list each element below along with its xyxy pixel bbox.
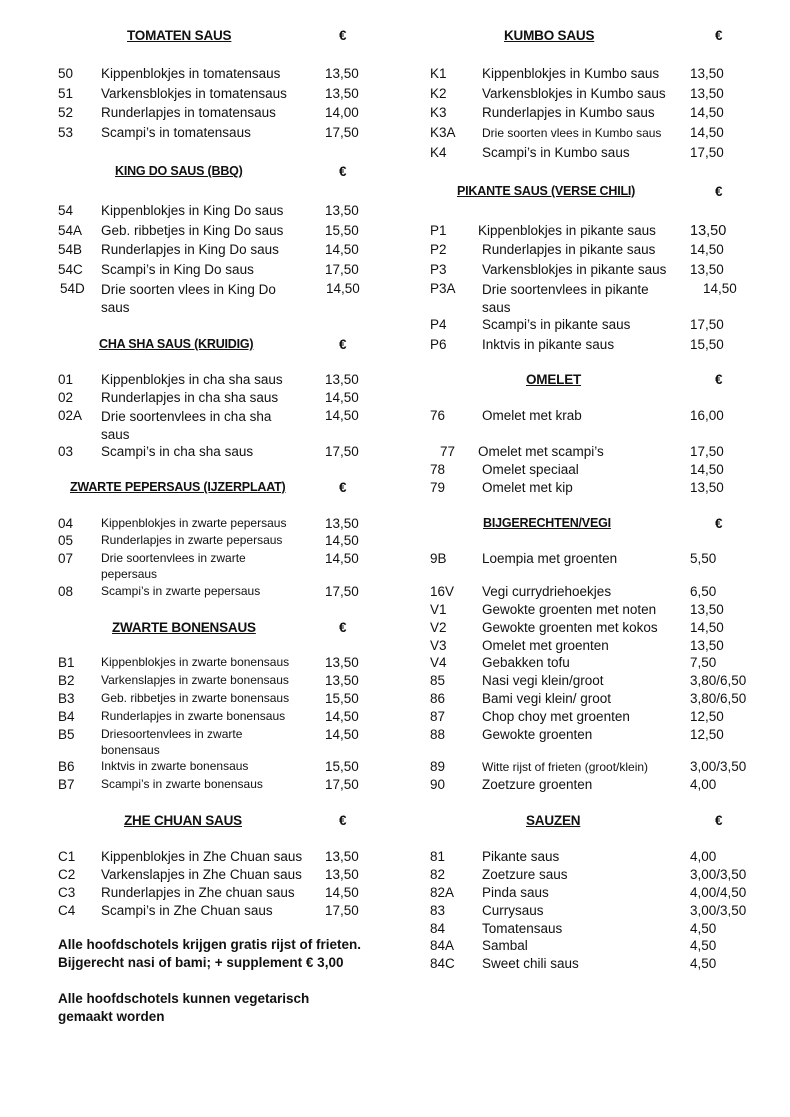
item-price: 14,50 — [325, 390, 359, 405]
item-code: 02A — [58, 408, 83, 423]
item-code: B1 — [58, 655, 75, 670]
section-title: CHA SHA SAUS (KRUIDIG) — [99, 337, 254, 351]
item-name: Drie soortenvlees in pikante saus — [482, 282, 649, 315]
currency-header: € — [715, 813, 723, 828]
item-price: 15,50 — [325, 223, 359, 238]
item-name: Kippenblokjes in zwarte bonensaus — [101, 655, 290, 669]
item-name: Runderlapjes in tomatensaus — [101, 105, 276, 120]
item-price: 13,50 — [325, 867, 359, 882]
item-name: Omelet met kip — [482, 480, 573, 495]
item-price: 14,50 — [690, 620, 724, 635]
item-name: Nasi vegi klein/groot — [482, 673, 604, 688]
item-code: B5 — [58, 727, 75, 742]
item-code: 54 — [58, 203, 74, 218]
currency-header: € — [339, 28, 347, 43]
item-price: 13,50 — [325, 849, 359, 864]
item-price: 14,50 — [325, 533, 359, 548]
item-code: B4 — [58, 709, 75, 724]
item-price: 3,00/3,50 — [690, 759, 747, 774]
item-name: Varkensblokjes in pikante saus — [482, 262, 667, 277]
item-name: Runderlapjes in zwarte pepersaus — [101, 533, 283, 547]
item-name: Kippenblokjes in zwarte pepersaus — [101, 516, 287, 530]
item-name: Inktvis in zwarte bonensaus — [101, 759, 249, 773]
item-code: 50 — [58, 66, 74, 81]
item-code: 01 — [58, 372, 74, 387]
item-code: C3 — [58, 885, 76, 900]
item-price: 15,50 — [325, 691, 359, 706]
item-name: Vegi currydriehoekjes — [482, 584, 612, 599]
item-code: 77 — [440, 444, 456, 459]
section-title: ZHE CHUAN SAUS — [124, 813, 242, 828]
item-name: Geb. ribbetjes in zwarte bonensaus — [101, 691, 290, 705]
item-code: 87 — [430, 709, 446, 724]
item-code: 88 — [430, 727, 446, 742]
item-price: 13,50 — [325, 372, 359, 387]
item-price: 12,50 — [690, 727, 724, 742]
item-code: V2 — [430, 620, 447, 635]
item-name: Drie soorten vlees in King Do saus — [101, 282, 276, 315]
item-code: 83 — [430, 903, 446, 918]
item-price: 14,50 — [690, 125, 724, 140]
item-name: Scampi’s in Kumbo saus — [482, 145, 630, 160]
item-code: B7 — [58, 777, 75, 792]
item-name: Kippenblokjes in King Do saus — [101, 203, 284, 218]
item-price: 13,50 — [325, 673, 359, 688]
item-price: 17,50 — [690, 145, 724, 160]
item-price: 13,50 — [690, 223, 727, 239]
item-code: P6 — [430, 337, 447, 352]
item-code: 54A — [58, 223, 83, 238]
item-code: K1 — [430, 66, 447, 81]
item-price: 14,50 — [325, 551, 359, 566]
item-price: 14,50 — [703, 281, 737, 296]
item-price: 13,50 — [325, 86, 359, 101]
section-title: ZWARTE PEPERSAUS (IJZERPLAAT) — [70, 480, 286, 494]
item-name: Kippenblokjes in Zhe Chuan saus — [101, 849, 303, 864]
item-price: 13,50 — [325, 203, 359, 218]
item-code: 89 — [430, 759, 446, 774]
note-vegetarian: Alle hoofdschotels kunnen vegetarisch gemaakt worden — [58, 991, 310, 1024]
item-code: 52 — [58, 105, 74, 120]
item-code: 90 — [430, 777, 446, 792]
item-price: 15,50 — [690, 337, 724, 352]
item-price: 14,50 — [325, 242, 359, 257]
item-price: 4,00 — [690, 849, 717, 864]
item-code: C1 — [58, 849, 76, 864]
item-name: Drie soortenvlees in zwarte pepersaus — [101, 551, 246, 581]
currency-header: € — [339, 480, 347, 495]
item-name: Varkenslapjes in Zhe Chuan saus — [101, 867, 302, 882]
item-name: Drie soorten vlees in Kumbo saus — [482, 126, 662, 140]
item-name: Scampi’s in King Do saus — [101, 262, 254, 277]
section-title: KUMBO SAUS — [504, 28, 595, 43]
item-name: Omelet met groenten — [482, 638, 609, 653]
item-code: 84A — [430, 938, 455, 953]
item-price: 13,50 — [325, 655, 359, 670]
item-name: Pinda saus — [482, 885, 549, 900]
item-name: Sweet chili saus — [482, 956, 579, 971]
item-name: Kippenblokjes in cha sha saus — [101, 372, 283, 387]
item-price: 17,50 — [325, 903, 359, 918]
item-code: 85 — [430, 673, 446, 688]
item-price: 5,50 — [690, 551, 717, 566]
item-code: V1 — [430, 602, 447, 617]
item-price: 4,00/4,50 — [690, 885, 747, 900]
item-code: 08 — [58, 584, 74, 599]
item-name: Kippenblokjes in pikante saus — [478, 223, 656, 238]
section-title: PIKANTE SAUS (VERSE CHILI) — [457, 184, 636, 198]
item-code: B6 — [58, 759, 75, 774]
section-title: BIJGERECHTEN/VEGI — [483, 516, 611, 530]
item-price: 3,00/3,50 — [690, 867, 747, 882]
item-price: 13,50 — [325, 516, 359, 531]
item-price: 6,50 — [690, 584, 717, 599]
item-code: 82 — [430, 867, 446, 882]
item-code: 76 — [430, 408, 446, 423]
item-price: 3,00/3,50 — [690, 903, 747, 918]
currency-header: € — [339, 813, 347, 828]
item-code: 9B — [430, 551, 447, 566]
item-name: Geb. ribbetjes in King Do saus — [101, 223, 284, 238]
currency-header: € — [715, 184, 723, 199]
item-name: Runderlapjes in zwarte bonensaus — [101, 709, 286, 723]
item-name: Driesoortenvlees in zwarte bonensaus — [101, 727, 243, 757]
item-code: K4 — [430, 145, 447, 160]
item-code: 51 — [58, 86, 74, 101]
item-price: 14,00 — [325, 105, 359, 120]
item-price: 4,00 — [690, 777, 717, 792]
item-name: Drie soortenvlees in cha sha saus — [101, 409, 272, 442]
item-price: 14,50 — [690, 242, 724, 257]
item-code: P1 — [430, 223, 447, 238]
section-title: SAUZEN — [526, 813, 581, 828]
item-price: 14,50 — [325, 408, 359, 423]
item-code: B2 — [58, 673, 75, 688]
item-name: Sambal — [482, 938, 528, 953]
item-code: V4 — [430, 655, 447, 670]
item-name: Omelet met scampi’s — [478, 444, 604, 459]
item-price: 17,50 — [690, 317, 724, 332]
currency-header: € — [715, 372, 723, 387]
item-name: Scampi’s in cha sha saus — [101, 444, 254, 459]
item-name: Scampi’s in tomatensaus — [101, 125, 251, 140]
item-code: V3 — [430, 638, 447, 653]
currency-header: € — [339, 337, 347, 352]
item-code: 82A — [430, 885, 455, 900]
item-price: 17,50 — [325, 584, 359, 599]
item-price: 12,50 — [690, 709, 724, 724]
item-price: 4,50 — [690, 921, 717, 936]
item-name: Tomatensaus — [482, 921, 563, 936]
item-code: 07 — [58, 551, 74, 566]
section-title: OMELET — [526, 372, 582, 387]
item-name: Zoetzure groenten — [482, 777, 593, 792]
item-price: 17,50 — [325, 444, 359, 459]
item-price: 13,50 — [690, 638, 724, 653]
item-name: Chop choy met groenten — [482, 709, 630, 724]
item-name: Scampi’s in zwarte bonensaus — [101, 777, 263, 791]
item-price: 3,80/6,50 — [690, 673, 747, 688]
item-code: P3A — [430, 281, 456, 296]
item-name: Zoetzure saus — [482, 867, 568, 882]
section-title: ZWARTE BONENSAUS — [112, 620, 256, 635]
item-name: Runderlapjes in Zhe chuan saus — [101, 885, 295, 900]
item-code: 02 — [58, 390, 74, 405]
note-rice-fries: Alle hoofdschotels krijgen gratis rijst of frieten. Bijgerecht nasi of bami; + supplement € 3,00 — [58, 937, 362, 970]
item-name: Gebakken tofu — [482, 655, 570, 670]
item-code: 81 — [430, 849, 446, 864]
item-name: Pikante saus — [482, 849, 560, 864]
item-name: Scampi’s in pikante saus — [482, 317, 631, 332]
item-price: 4,50 — [690, 956, 717, 971]
item-price: 13,50 — [690, 262, 724, 277]
item-name: Omelet met krab — [482, 408, 582, 423]
item-name: Runderlapjes in King Do saus — [101, 242, 279, 257]
section-title: KING DO SAUS (BBQ) — [115, 164, 243, 178]
item-price: 4,50 — [690, 938, 717, 953]
item-name: Kippenblokjes in Kumbo saus — [482, 66, 660, 81]
item-price: 14,50 — [325, 727, 359, 742]
item-code: 54C — [58, 262, 83, 277]
item-price: 14,50 — [325, 709, 359, 724]
item-price: 17,50 — [325, 125, 359, 140]
item-price: 16,00 — [690, 408, 724, 423]
item-code: 84 — [430, 921, 446, 936]
item-code: K2 — [430, 86, 447, 101]
item-price: 14,50 — [326, 281, 360, 296]
item-name: Bami vegi klein/ groot — [482, 691, 612, 706]
item-name: Witte rijst of frieten (groot/klein) — [482, 760, 649, 774]
item-code: B3 — [58, 691, 75, 706]
item-price: 17,50 — [325, 262, 359, 277]
item-price: 14,50 — [690, 462, 724, 477]
item-name: Scampi’s in zwarte pepersaus — [101, 584, 261, 598]
currency-header: € — [339, 164, 347, 179]
item-code: K3 — [430, 105, 447, 120]
item-name: Varkenslapjes in zwarte bonensaus — [101, 673, 289, 687]
item-code: 79 — [430, 480, 446, 495]
item-name: Gewokte groenten met kokos — [482, 620, 658, 635]
item-code: 54B — [58, 242, 83, 257]
item-code: C4 — [58, 903, 76, 918]
item-code: C2 — [58, 867, 76, 882]
item-code: 05 — [58, 533, 74, 548]
item-name: Inktvis in pikante saus — [482, 337, 615, 352]
item-price: 13,50 — [690, 66, 724, 81]
item-name: Varkensblokjes in Kumbo saus — [482, 86, 666, 101]
item-name: Currysaus — [482, 903, 544, 918]
item-code: 53 — [58, 125, 74, 140]
currency-header: € — [339, 620, 347, 635]
item-price: 3,80/6,50 — [690, 691, 747, 706]
section-title: TOMATEN SAUS — [127, 28, 232, 43]
item-price: 15,50 — [325, 759, 359, 774]
item-price: 17,50 — [690, 444, 724, 459]
item-code: P4 — [430, 317, 447, 332]
item-price: 13,50 — [690, 602, 724, 617]
item-price: 14,50 — [325, 885, 359, 900]
item-code: K3A — [430, 125, 456, 140]
item-name: Omelet speciaal — [482, 462, 579, 477]
item-name: Loempia met groenten — [482, 551, 618, 566]
item-name: Runderlapjes in pikante saus — [482, 242, 656, 257]
item-price: 7,50 — [690, 655, 717, 670]
currency-header: € — [715, 516, 723, 531]
currency-header: € — [715, 28, 723, 43]
item-price: 17,50 — [325, 777, 359, 792]
item-code: 04 — [58, 516, 74, 531]
item-code: P2 — [430, 242, 447, 257]
item-code: 54D — [60, 281, 85, 296]
item-code: 84C — [430, 956, 455, 971]
item-price: 14,50 — [690, 105, 724, 120]
item-price: 13,50 — [690, 86, 724, 101]
item-code: 03 — [58, 444, 74, 459]
item-name: Runderlapjes in cha sha saus — [101, 390, 279, 405]
item-name: Gewokte groenten met noten — [482, 602, 657, 617]
item-name: Runderlapjes in Kumbo saus — [482, 105, 655, 120]
item-name: Gewokte groenten — [482, 727, 593, 742]
item-name: Scampi’s in Zhe Chuan saus — [101, 903, 273, 918]
item-code: 78 — [430, 462, 446, 477]
item-price: 13,50 — [325, 66, 359, 81]
item-price: 13,50 — [690, 480, 724, 495]
item-name: Kippenblokjes in tomatensaus — [101, 66, 281, 81]
item-code: 86 — [430, 691, 446, 706]
item-code: 16V — [430, 584, 455, 599]
item-code: P3 — [430, 262, 447, 277]
item-name: Varkensblokjes in tomatensaus — [101, 86, 287, 101]
